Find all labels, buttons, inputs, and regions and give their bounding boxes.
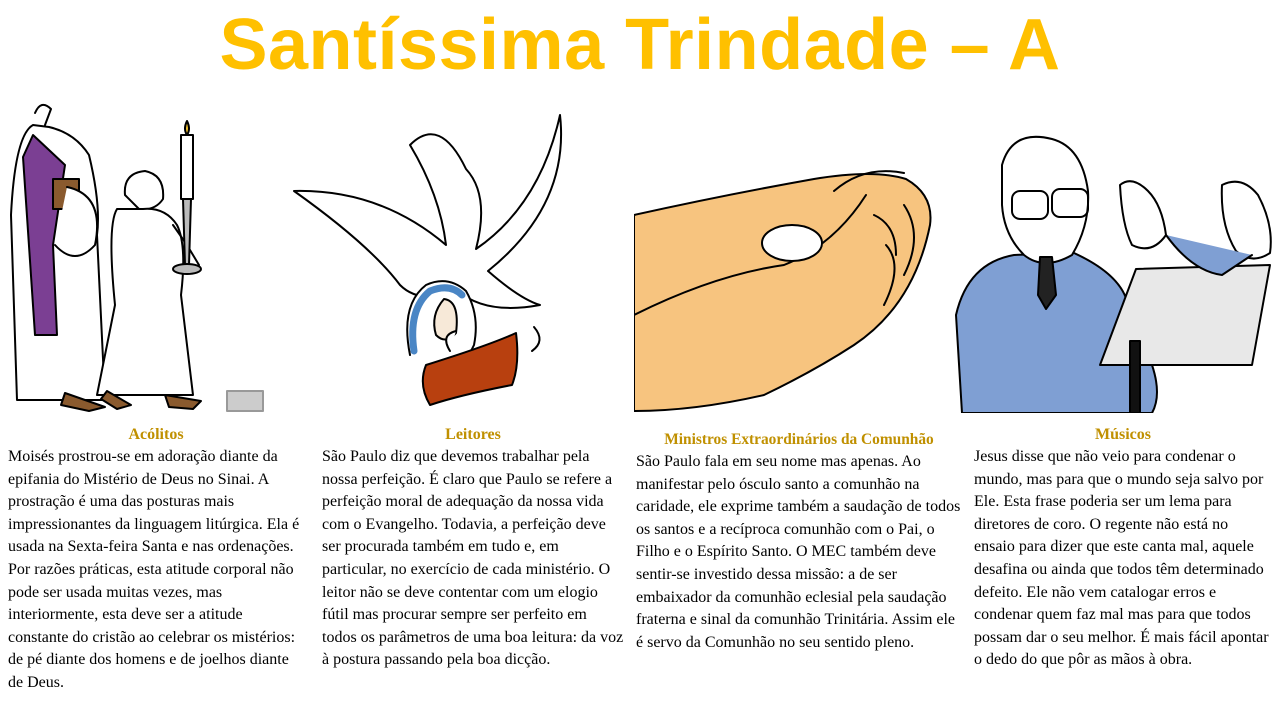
eucharistic-ministers-illustration	[634, 95, 940, 413]
column-text: São Paulo fala em seu nome mas apenas. Ao manifestar pelo ósculo santo a comunhão na caridade, ele exprime também a saudação de todos os santos e a recíproca comunhão com o Pai, o Filho e o Espírito Santo. O MEC também deve sentir-se investido dessa missão: a de ser embaixador da comunhão eclesial pela saudação fraterna e sinal da comunhão Trinitária. Assim ele é servo da Comunhão no seu sentido pleno.	[636, 453, 961, 651]
choir-director-image	[952, 95, 1280, 413]
column-heading: Acólitos	[128, 426, 184, 443]
column-text: Jesus disse que não veio para condenar o mundo, mas para que o mundo seja salvo por Ele. Esta frase poderia ser um lema para diretores de coro. O regente não está no ensaio para dizer que este canta mal, aquele desafina ou ainda que todos têm determinado defeito. Ele não vem catalogar erros e condenar quem faz mal mas para que todos possam dar o seu melhor. É mais fácil apontar o dedo do que pôr as mãos à obra.	[974, 448, 1269, 669]
musicians-illustration	[952, 95, 1280, 413]
column-acolitos	[8, 424, 304, 695]
hands-with-host-image	[634, 95, 940, 413]
column-heading: Músicos	[1095, 426, 1151, 443]
column-text: Moisés prostrou-se em adoração diante da epifania do Mistério de Deus no Sinai. A prostração é uma das posturas mais impressionantes da linguagem litúrgica. Ela é usada na Sexta-feira Santa e nas ordenações. Por razões práticas, esta atitude corporal não pode ser usada muitas vezes, mas interiormente, esta deve ser a atitude constante do cristão ao celebrar os mistérios: de pé diante dos homens e de joelhos diante de Deus.	[8, 448, 300, 691]
altar-servers-illustration	[5, 95, 265, 413]
page-title: Santíssima Trindade – A	[219, 5, 1061, 85]
priest-and-server-image	[5, 95, 265, 413]
column-ministros	[636, 424, 962, 654]
column-text: São Paulo diz que devemos trabalhar pela nossa perfeição. É claro que Paulo se refere a perfeição moral de adequação da nossa vida com o Evangelho. Todavia, a perfeição deve ser procurada também em tudo e, em particular, no exercício de cada ministério. O leitor não se deve contentar com um elogio fútil mas procurar sempre ser perfeito em todos os parâmetros de uma boa leitura: da voz à postura passando pela boa dicção.	[322, 448, 624, 669]
column-heading: Ministros Extraordinários da Comunhão	[664, 431, 934, 448]
column-musicos	[974, 424, 1272, 672]
column-heading: Leitores	[445, 426, 501, 443]
column-leitores	[322, 424, 624, 672]
readers-illustration	[290, 95, 590, 413]
dove-and-reader-image	[290, 95, 590, 413]
